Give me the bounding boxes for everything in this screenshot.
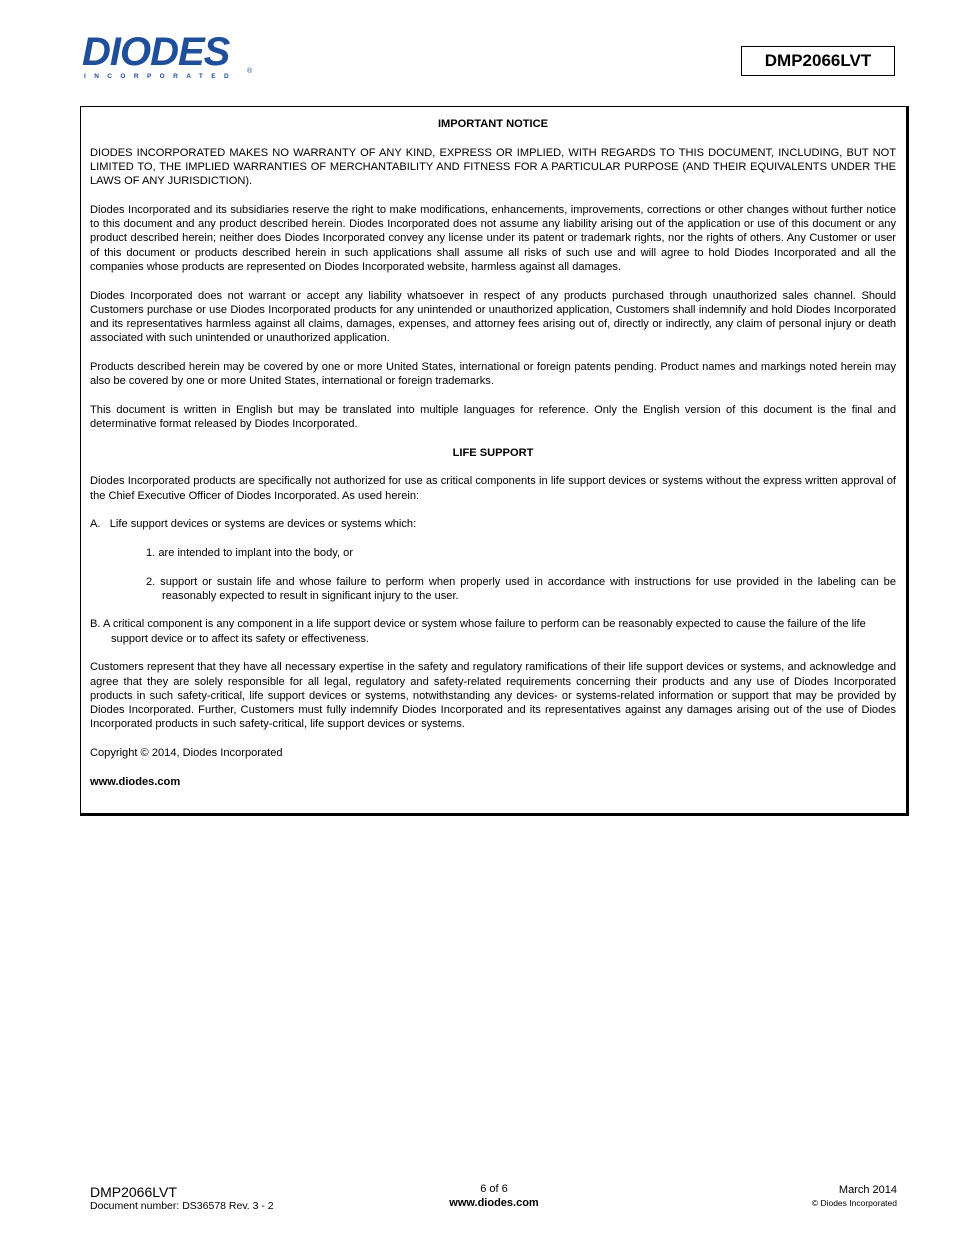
notice-paragraph-1: DIODES INCORPORATED MAKES NO WARRANTY OF ANY KIND, EXPRESS OR IMPLIED, WITH REGARDS TO THIS DOCUMENT, INCLUDING, BUT NOT LIMITED TO, THE IMPLIED WARRANTIES OF MERCHANTABILITY AND FITNESS FOR A PARTICULAR PURPOSE (AND THEIR EQUIVALENTS UNDER THE LAWS OF ANY JURISDICTION). <box>90 146 896 188</box>
footer-right <box>812 1184 897 1210</box>
life-support-item-a: A. Life support devices or systems are devices or systems which: <box>90 518 417 531</box>
part-number-box: DMP2066LVT <box>741 46 895 76</box>
notice-paragraph-2: Diodes Incorporated and its subsidiaries reserve the right to make modifications, enhancements, improvements, corrections or other changes without further notice to this document and any product described herein. Diodes Incorporated does not assume any liability arising out of the application or use of this document or any product described herein; neither does Diodes Incorporated convey any license under its patent or trademark rights, nor the rights of others. Any Customer or user of this document or products described herein in such applications shall assume all risks of such use and will agree to hold Diodes Incorporated and all the companies whose products are represented on Diodes Incorporated website, harmless against all damages. <box>90 203 896 273</box>
life-support-item-b: B. A critical component is any component in a life support device or system whose failure to perform can be reasonably expected to cause the failure of the life support device or to affect its safety or effectiveness. <box>90 618 866 645</box>
registered-mark: ® <box>247 68 253 75</box>
copyright-line: Copyright © 2014, Diodes Incorporated <box>90 747 283 760</box>
important-notice-title: IMPORTANT NOTICE <box>437 118 549 130</box>
notice-paragraph-3: Diodes Incorporated does not warrant or accept any liability whatsoever in respect of any products purchased through unauthorized sales channel. Should Customers purchase or use Diodes Incorporated products for any unintended or unauthorized application, Customers shall indemnify and hold Diodes Incorporated and its representatives harmless against all claims, damages, expenses, and attorney fees arising out of, directly or indirectly, any claim of personal injury or death associated with such unintended or unauthorized application. <box>90 289 896 345</box>
footer-document-number: Document number: DS36578 Rev. 3 - 2 <box>90 1200 274 1212</box>
life-support-title: LIFE SUPPORT <box>452 446 534 459</box>
footer-page-number: 6 of 6 <box>480 1183 508 1195</box>
notice-paragraph-4: Products described herein may be covered by one or more United States, international or foreign patents pending. Product names and markings noted herein may also be covered by one or more United States, international or foreign trademarks. <box>90 361 896 388</box>
footer-website-link[interactable]: www.diodes.com <box>449 1197 539 1209</box>
footer-left <box>90 1184 274 1213</box>
footer-center <box>394 1183 594 1211</box>
footer-part-number: DMP2066LVT <box>90 1184 177 1200</box>
logo-subtitle: INCORPORATED <box>84 73 238 80</box>
diodes-logo <box>82 30 257 84</box>
life-support-item-a1: 1. are intended to implant into the body, or <box>146 546 354 559</box>
life-support-paragraph-2: Customers represent that they have all necessary expertise in the safety and regulatory ramifications of their life support devices or systems, and acknowledge and agree that they are solely responsible for all legal, regulatory and safety-related requirements concerning their products and any use of Diodes Incorporated products in such safety-critical, life support devices or systems, notwithstanding any devices- or systems-related information or support that may be provided by Diodes Incorporated. Further, Customers must fully indemnify Diodes Incorporated and its representatives against any damages arising out of the use of Diodes Incorporated products in such safety-critical, life support devices or systems. <box>90 661 896 731</box>
notice-paragraph-5: This document is written in English but may be translated into multiple languages for reference. Only the English version of this document is the final and determinative format released by Diodes Incorporated. <box>90 403 896 431</box>
footer-copyright: © Diodes Incorporated <box>811 1198 897 1208</box>
logo-wordmark: DIODES <box>82 30 230 74</box>
life-support-item-a2: 2. support or sustain life and whose failure to perform when properly used in accordance with instructions for use provided in the labeling can be reasonably expected to result in significant injury to the user. <box>146 575 896 602</box>
footer-date: March 2014 <box>838 1184 897 1196</box>
website-link[interactable]: www.diodes.com <box>90 775 181 788</box>
life-support-paragraph-1: Diodes Incorporated products are specifically not authorized for use as critical components in life support devices or systems without the express written approval of the Chief Executive Officer of Diodes Incorporated. As used herein: <box>90 475 896 502</box>
important-notice-box <box>80 106 909 816</box>
